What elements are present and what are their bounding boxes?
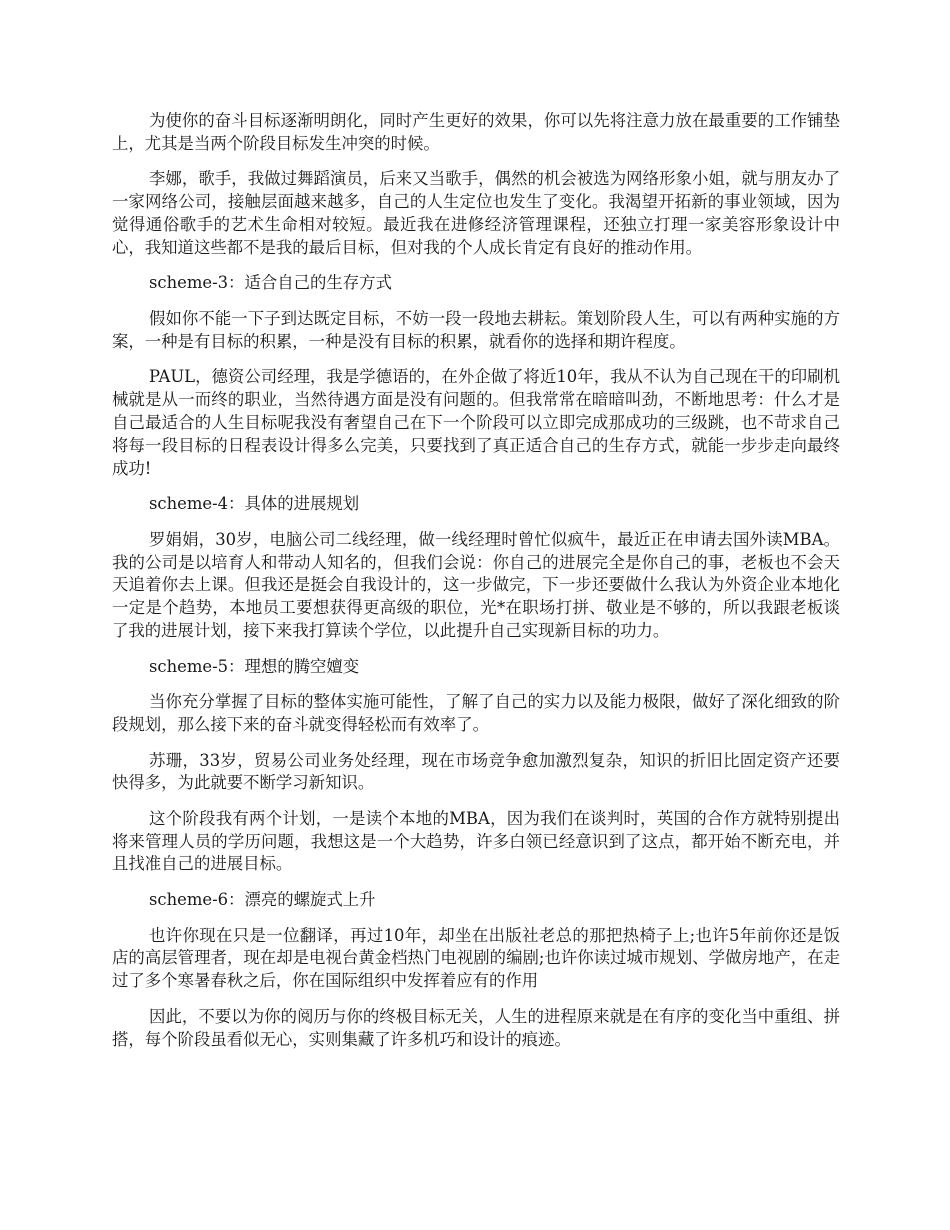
- section-heading: scheme-4：具体的进展规划: [149, 494, 360, 514]
- paragraph: 当你充分掌握了目标的整体实施可能性，了解了自己的实力以及能力极限，做好了深化细致的阶段规划，那么接下来的奋斗就变得轻松而有效率了。: [112, 692, 840, 734]
- paragraph: 苏珊，33岁，贸易公司业务处经理，现在市场竞争愈加激烈复杂，知识的折旧比固定资产还要快得多，为此就要不断学习新知识。: [112, 750, 840, 793]
- section-heading: scheme-5：理想的腾空嬗变: [149, 656, 360, 676]
- section-heading: scheme-6：漂亮的螺旋式上升: [149, 890, 376, 910]
- paragraph: 罗娟娟，30岁，电脑公司二线经理，做一线经理时曾忙似疯牛，最近正在申请去国外读MBA。我的公司是以培育人和带动人知名的，但我们会说：你自己的进展完全是你自己的事，老板也不会天天追着你去上课。但我还是挺会自我设计的，这一步做完，下一步还要做什么我认为外资企业本地化一定是个趋势，本地员工要想获得更高级的职位，光*在职场打拼、敬业是不够的，所以我跟老板谈了我的进展计划，接下来我打算读个学位，以此提升自己实现新目标的功力。: [112, 529, 840, 640]
- paragraph: 因此，不要以为你的阅历与你的终极目标无关，人生的进程原来就是在有序的变化当中重组、拼搭，每个阶段虽看似无心，实则集藏了许多机巧和设计的痕迹。: [112, 1006, 840, 1049]
- paragraph: 这个阶段我有两个计划，一是读个本地的MBA，因为我们在谈判时，英国的合作方就特别提出将来管理人员的学历问题，我想这是一个大趋势，许多白领已经意识到了这点，都开始不断充电，并且找准自己的进展目标。: [112, 808, 840, 874]
- paragraph: 李娜，歌手，我做过舞蹈演员，后来又当歌手，偶然的机会被选为网络形象小姐，就与朋友办了一家网络公司，接触层面越来越多，自己的人生定位也发生了变化。我渴望开拓新的事业领域，因为觉得通俗歌手的艺术生命相对较短。最近我在进修经济管理课程，还独立打理一家美容形象设计中心，我知道这些都不是我的最后目标，但对我的个人成长肯定有良好的推动作用。: [112, 169, 840, 257]
- document-body: [112, 110, 840, 1064]
- paragraph: 也许你现在只是一位翻译，再过10年，却坐在出版社老总的那把热椅子上;也许5年前你还是饭店的高层管理者，现在却是电视台黄金档热门电视剧的编剧;也许你读过城市规划、学做房地产，在走过了多个寒暑春秋之后，你在国际组织中发挥着应有的作用: [112, 925, 840, 991]
- paragraph: 为使你的奋斗目标逐渐明朗化，同时产生更好的效果，你可以先将注意力放在最重要的工作铺垫上，尤其是当两个阶段目标发生冲突的时候。: [112, 111, 840, 153]
- paragraph: 假如你不能一下子到达既定目标，不妨一段一段地去耕耘。策划阶段人生，可以有两种实施的方案，一种是有目标的积累，一种是没有目标的积累，就看你的选择和期许程度。: [112, 308, 840, 351]
- paragraph: PAUL，德资公司经理，我是学德语的，在外企做了将近10年，我从不认为自己现在干的印刷机械就是从一而终的职业，当然待遇方面是没有问题的。但我常常在暗暗叫劲，不断地思考：什么才是自己最适合的人生目标呢我没有奢望自己在下一个阶段可以立即完成那成功的三级跳，也不苛求自己将每一段目标的日程表设计得多么完美，只要找到了真正适合自己的生存方式，就能一步步走向最终成功!: [112, 367, 840, 478]
- section-heading: scheme-3：适合自己的生存方式: [149, 273, 392, 293]
